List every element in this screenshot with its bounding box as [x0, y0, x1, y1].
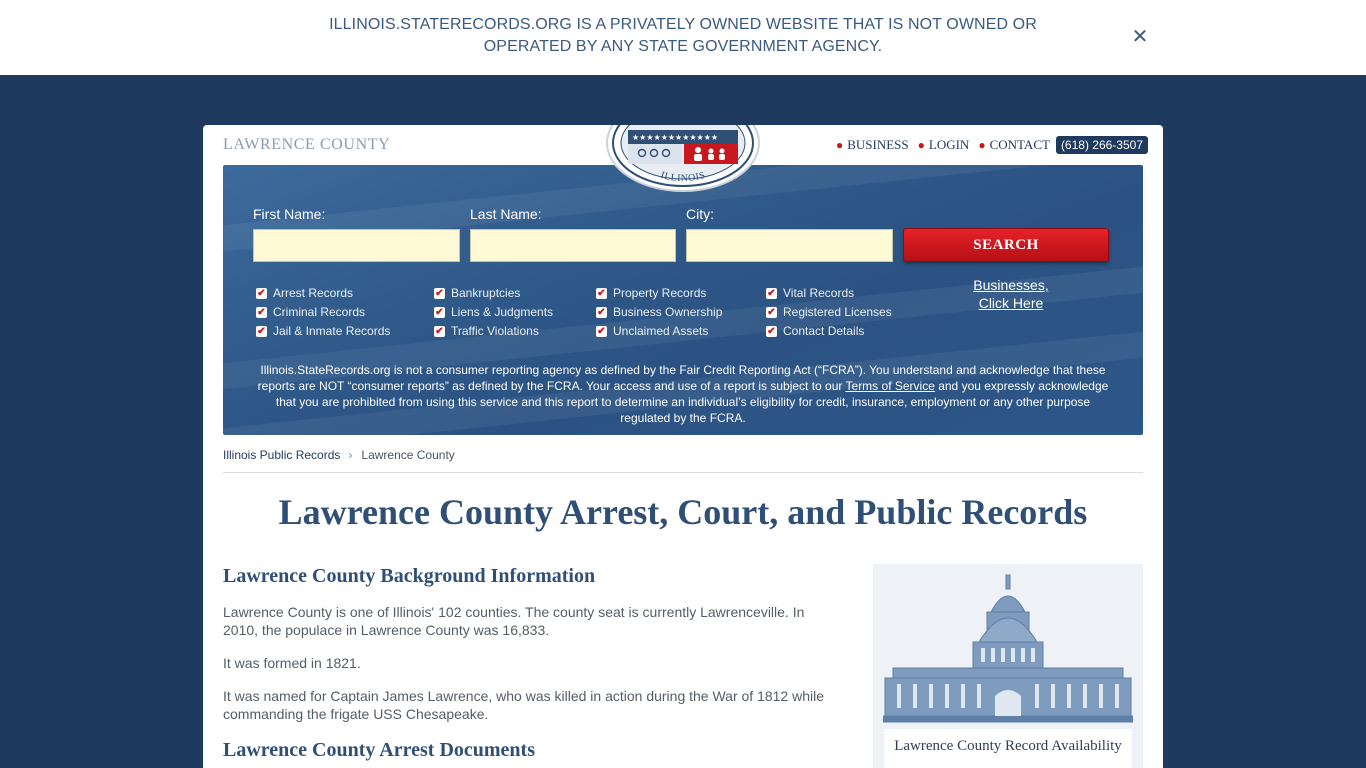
- option-contact-details[interactable]: [766, 324, 864, 338]
- notice-line-2: OPERATED BY ANY STATE GOVERNMENT AGENCY.: [483, 38, 883, 55]
- search-button[interactable]: SEARCH: [903, 228, 1109, 262]
- notice-text: [283, 14, 1083, 58]
- checkbox-icon[interactable]: ✔: [597, 325, 606, 337]
- checkbox-icon[interactable]: ✔: [435, 306, 444, 318]
- background-paragraph-1: Lawrence County is one of Illinois' 102 counties. The county seat is currently Lawrenceville. In 2010, the populace in Lawrence County was 16,833.: [223, 604, 805, 638]
- nav-contact-link[interactable]: [978, 137, 1050, 153]
- option-property-records[interactable]: [596, 286, 706, 300]
- nav-login-link[interactable]: [918, 137, 970, 153]
- option-liens-judgments[interactable]: [434, 305, 553, 319]
- fcra-text-2: and you expressly acknowledge that you are prohibited from using this service and this report to determine an individual’s eligibility for credit, insurance, employment or any other purpose regulated by the FCRA.: [275, 379, 1109, 425]
- last-name-label: Last Name:: [470, 206, 542, 222]
- divider: [223, 472, 1143, 473]
- checkbox-icon[interactable]: ✔: [767, 306, 776, 318]
- city-input[interactable]: [686, 229, 893, 262]
- fcra-disclaimer: [253, 362, 1113, 426]
- county-title: LAWRENCE COUNTY: [223, 136, 391, 153]
- sidebar: [873, 564, 1143, 768]
- city-label: City:: [686, 206, 714, 222]
- logo-bottom-text: ILLINOIS: [659, 169, 707, 185]
- nav-business-label: BUSINESS: [847, 137, 909, 152]
- record-availability-card[interactable]: [884, 729, 1132, 768]
- option-bankruptcies[interactable]: [434, 286, 520, 300]
- option-label: Liens & Judgments: [451, 305, 554, 319]
- main-card: [203, 94, 1163, 768]
- option-unclaimed-assets[interactable]: [596, 324, 708, 338]
- checkbox-icon[interactable]: ✔: [597, 306, 606, 318]
- record-availability-title: Lawrence County Record Availability: [894, 738, 1122, 754]
- state-records-logo[interactable]: STATE RECORDS ★★★★★★★★★★★★ ILLINOIS: [606, 125, 760, 192]
- background-heading: Lawrence County Background Information: [223, 565, 596, 587]
- checkbox-icon[interactable]: ✔: [257, 325, 266, 337]
- nav-login-label: LOGIN: [928, 137, 970, 152]
- capitol-building-icon: [883, 572, 1133, 724]
- option-criminal-records[interactable]: [256, 305, 365, 319]
- svg-text:★★★★★★★★★★★★: ★★★★★★★★★★★★: [632, 133, 719, 142]
- first-name-input[interactable]: [253, 229, 460, 262]
- background-paragraph-2: It was formed in 1821.: [223, 655, 361, 671]
- terms-of-service-link[interactable]: Terms of Service: [845, 379, 935, 393]
- option-business-ownership[interactable]: [596, 305, 722, 319]
- option-traffic-violations[interactable]: [434, 324, 539, 338]
- businesses-link-line-1[interactable]: Businesses,: [973, 277, 1049, 293]
- arrest-documents-heading: Lawrence County Arrest Documents: [223, 739, 536, 761]
- stars-icon: [632, 133, 718, 142]
- top-nav: [827, 136, 1148, 154]
- fcra-text-1: Illinois.StateRecords.org is not a consumer reporting agency as defined by the Fair Credit Reporting Act (“FCRA”). You understand and acknowledge that these reports are NOT “consumer reports” as defined by the FCRA. Your access and use of a report is subject to our: [257, 363, 1106, 393]
- option-label: Unclaimed Assets: [613, 324, 709, 338]
- option-label: Property Records: [613, 286, 707, 300]
- checkbox-icon[interactable]: ✔: [435, 287, 444, 299]
- option-arrest-records[interactable]: [256, 286, 353, 300]
- breadcrumb-current: Lawrence County: [361, 448, 455, 462]
- nav-business-link[interactable]: [836, 137, 909, 153]
- option-registered-licenses[interactable]: [766, 305, 892, 319]
- privacy-notice-banner: [0, 0, 1366, 75]
- phone-number-button[interactable]: (618) 266-3507: [1056, 136, 1148, 154]
- checkbox-icon[interactable]: ✔: [597, 287, 606, 299]
- nav-contact-label: CONTACT: [989, 137, 1050, 152]
- close-icon[interactable]: ✕: [1131, 26, 1149, 48]
- option-label: Vital Records: [783, 286, 855, 300]
- businesses-link[interactable]: [961, 276, 1061, 312]
- bullet-icon: ●: [835, 137, 844, 152]
- checkbox-icon[interactable]: ✔: [767, 287, 776, 299]
- checkbox-icon[interactable]: ✔: [767, 325, 776, 337]
- option-label: Bankruptcies: [451, 286, 521, 300]
- chevron-right-icon: ›: [348, 448, 353, 462]
- notice-line-1: ILLINOIS.STATERECORDS.ORG IS A PRIVATELY OWNED WEBSITE THAT IS NOT OWNED OR: [329, 16, 1037, 33]
- search-panel: [223, 165, 1143, 435]
- option-label: Criminal Records: [273, 305, 366, 319]
- bullet-icon: ●: [978, 137, 986, 152]
- option-jail-inmate-records[interactable]: [256, 324, 390, 338]
- option-label: Contact Details: [783, 324, 865, 338]
- breadcrumb-illinois-public-records[interactable]: Illinois Public Records: [223, 448, 341, 462]
- businesses-link-line-2[interactable]: Click Here: [978, 295, 1044, 311]
- option-label: Jail & Inmate Records: [273, 324, 391, 338]
- option-label: Arrest Records: [273, 286, 354, 300]
- option-label: Registered Licenses: [783, 305, 892, 319]
- first-name-label: First Name:: [253, 206, 326, 222]
- bullet-icon: ●: [917, 137, 925, 152]
- option-vital-records[interactable]: [766, 286, 854, 300]
- checkbox-icon[interactable]: ✔: [257, 287, 266, 299]
- background-paragraph-3: It was named for Captain James Lawrence, who was killed in action during the War of 1812 while commanding the frigate USS Chesapeake.: [223, 688, 825, 722]
- checkbox-icon[interactable]: ✔: [435, 325, 444, 337]
- last-name-input[interactable]: [470, 229, 676, 262]
- page-title: Lawrence County Arrest, Court, and Public Records: [278, 492, 1088, 532]
- checkbox-icon[interactable]: ✔: [257, 306, 266, 318]
- option-label: Business Ownership: [613, 305, 723, 319]
- option-label: Traffic Violations: [451, 324, 539, 338]
- breadcrumb: [223, 448, 455, 462]
